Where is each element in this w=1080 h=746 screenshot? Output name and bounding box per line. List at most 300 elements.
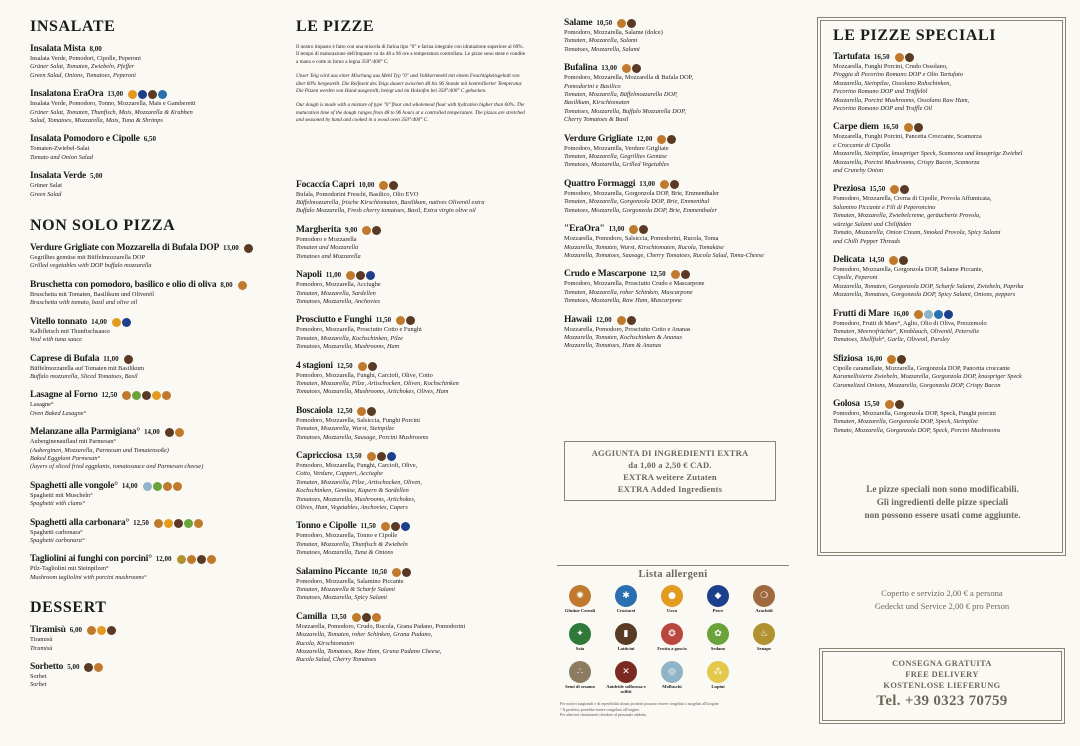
latticini-allergen-icon	[670, 180, 679, 189]
menu-item-desc: Tomatoes, Mozzarella, Mushrooms, Ham	[296, 343, 400, 351]
menu-item-price: 12,50	[133, 518, 149, 527]
gluten-allergen-icon	[372, 613, 381, 622]
allergen-label: Frutta a guscio	[657, 646, 687, 651]
menu-item-header	[30, 427, 268, 438]
menu-item-desc: Tomatoes, Mozzarella, Salami	[564, 45, 640, 53]
gluten-allergen-icon	[657, 135, 666, 144]
menu-item	[564, 315, 794, 351]
menu-item-name: Napoli	[296, 270, 322, 281]
menu-item-desc: Insalata Verde, Pomodoro, Tonno, Mozzarella, Mais e Gamberetti	[30, 100, 196, 108]
sedano-allergen-icon	[184, 519, 193, 528]
latticini-allergen-icon	[681, 270, 690, 279]
frutta-icon: ❂	[661, 623, 683, 645]
latticini-allergen-icon	[899, 256, 908, 265]
column-pizze	[296, 0, 526, 674]
menu-item-price: 10,00	[358, 180, 375, 189]
pesce-allergen-icon	[944, 310, 953, 319]
menu-item-desc: Green Salad	[30, 190, 62, 198]
gluten-allergen-icon	[346, 271, 355, 280]
menu-item-header	[833, 255, 1055, 266]
allergen-label: Arachidi	[755, 608, 773, 613]
menu-item-desc: Salad, Tomatoes, Mozzarella, Mais, Tuna & Shrimps	[30, 117, 163, 125]
menu-item-header	[30, 481, 268, 492]
phone-number[interactable]: Tel. +39 0323 70759	[876, 693, 1008, 709]
menu-item-desc: Tomaten, Mozzarella, Pilze, Artischocken, Oliven, Kochschinken	[296, 379, 459, 387]
menu-item-header	[296, 180, 526, 191]
menu-item	[296, 270, 526, 306]
menu-item-name: Delicata	[833, 254, 865, 265]
nonsolo-list	[30, 243, 268, 582]
menu-item	[296, 451, 526, 512]
gluten-allergen-icon	[175, 428, 184, 437]
menu-item-name: Sorbetto	[30, 662, 64, 672]
menu-item-price: 13,00	[601, 64, 617, 73]
menu-item-name: Verdure Grigliate con Mozzarella di Bufala DOP	[30, 243, 220, 254]
menu-item-desc: Tomaten, Mozzarella, Pilze, Artischocken, Oliven,	[296, 478, 422, 486]
latticini-allergen-icon	[627, 316, 636, 325]
menu-item-header	[296, 567, 526, 578]
menu-item-price: 11,00	[325, 271, 342, 280]
allergen-note-2: ° Il prodotto potrebbe essere congelato all'origine.	[560, 706, 640, 712]
specials-note-2: Gli ingredienti delle pizze speciali	[876, 497, 1009, 507]
menu-item	[833, 354, 1055, 390]
allergen-lupini	[695, 661, 741, 699]
menu-item-desc: Mozzarella, Tomatoes, Ham & Ananas	[564, 342, 662, 350]
menu-item	[833, 309, 1055, 345]
pesce-allergen-icon	[138, 90, 147, 99]
gluten-allergen-icon	[352, 613, 361, 622]
menu-item-desc: Pomodoro, Mozzarella, Prosciutto Crudo e Mascarpone	[564, 280, 705, 288]
menu-item-name: Prosciutto e Funghi	[296, 315, 372, 326]
menu-item-desc: Spaghetti carbonara°	[30, 536, 85, 544]
menu-item-desc: Mozzarella, Steinpilze, knuspriger Speck, Scamorza und knusprige Zwiebel	[833, 150, 1023, 158]
gluten-allergen-icon	[187, 555, 196, 564]
dessert-title: DESSERT	[30, 599, 107, 617]
allergen-molluschi	[649, 661, 695, 699]
senape-allergen-icon	[177, 555, 186, 564]
crustacei-icon: ✱	[615, 585, 637, 607]
menu-item-desc: Tomatoes, Mozzarella, Anchovies	[296, 297, 381, 305]
menu-item-name: Salame	[564, 18, 593, 28]
menu-item-desc: Cherry Tomatoes & Basil	[564, 116, 629, 124]
menu-item-price: 8,00	[220, 280, 233, 289]
menu-item-desc: Insalata Verde, Pomodori, Cipolle, Peperoni	[30, 55, 141, 62]
specials-inner	[833, 27, 1055, 444]
menu-item-header	[564, 179, 794, 190]
sedano-icon: ✿	[707, 623, 729, 645]
menu-item-desc: Tomatoes, Shellfish°, Garlic, Oliveoil, Parsley	[833, 336, 950, 344]
menu-item	[833, 184, 1055, 245]
menu-item-desc: Pomodoro, Mozzarella, Salamino Piccante	[296, 577, 404, 585]
menu-item-desc: Tomaten, Mozzarella, Gegrilltes Gemüse	[564, 153, 667, 161]
allergen-icons	[904, 123, 923, 132]
menu-item-desc: Pomodoro, Mozzarella, Salsiccia, Funghi Porcini	[296, 416, 420, 424]
menu-item-desc: Pomodoro, Mozzarella, Crema di Cipolle, Provola Affumicata,	[833, 195, 992, 203]
menu-item-header	[564, 18, 794, 29]
menu-item-desc: Mozzarella, Tomaten, Kochschinken & Ananas	[564, 333, 683, 341]
menu-item-desc: Tomaten, Mozzarella, Sardellen	[296, 289, 376, 297]
allergen-note-1: Per motivi stagionali e di reperibilità alcuni prodotti possono essere congelati o surgelati all'origine.	[560, 701, 720, 706]
menu-item	[296, 567, 526, 603]
menu-item-price: 12,00	[595, 315, 612, 324]
menu-item-desc: Veal with tuna sauce	[30, 336, 82, 344]
allergen-grid	[557, 585, 789, 699]
menu-item-desc: Pomodoro, Mozzarella, Funghi, Carciofi, Olive, Cotto	[296, 371, 433, 379]
menu-item-price: 13,50	[330, 612, 347, 621]
delivery-box	[822, 651, 1062, 721]
allergen-icons	[346, 271, 375, 280]
allergen-icons	[154, 519, 203, 528]
latticini-allergen-icon	[905, 53, 914, 62]
menu-item-desc: (Auberginen, Mozzarella, Parmesan und Tomatensoße)	[30, 446, 169, 454]
allergen-icons	[165, 428, 184, 437]
menu-item	[30, 134, 268, 162]
allergen-icons	[392, 568, 411, 577]
menu-item-price: 6,00	[69, 626, 82, 635]
pizze-title: LE PIZZE	[296, 18, 375, 35]
allergen-latticini	[603, 623, 649, 661]
menu-item-desc: Spaghetti with clams°	[30, 500, 85, 508]
specials-note-3: non possono essere usati come aggiunte.	[864, 510, 1021, 520]
menu-item-desc: Mozzarella, Funghi Porcini, Pancetta Croccante, Scamorza	[833, 133, 982, 141]
allergen-label: Lupini	[711, 684, 725, 689]
menu-item-price: 14,00	[143, 428, 160, 437]
sesamo-icon: ∴	[569, 661, 591, 683]
allergen-label: Latticini	[617, 646, 635, 651]
allergen-icons	[895, 53, 914, 62]
gluten-allergen-icon	[890, 185, 899, 194]
menu-item-name: Caprese di Bufala	[30, 353, 100, 364]
menu-item-header	[296, 521, 526, 532]
menu-item-desc: Bruschetta with tomato, basil and olive oil	[30, 299, 138, 307]
allergen-icons	[617, 19, 636, 28]
menu-item-header	[30, 89, 268, 100]
gluten-allergen-icon	[379, 181, 388, 190]
menu-item-price: 10,50	[596, 19, 613, 27]
allergen-icons	[889, 256, 908, 265]
menu-item-desc: Grüner Salat, Tomaten, Zwiebeln, Pfeffer	[30, 63, 135, 71]
latticini-allergen-icon	[165, 428, 174, 437]
menu-item-header	[564, 224, 794, 235]
menu-item-desc: Tomatoes, Mozzarella, Mushrooms, Artichokes, Olives, Ham	[296, 388, 449, 396]
allergen-icons	[362, 226, 381, 235]
menu-item-desc: Spaghetti mit Muscheln°	[30, 491, 93, 499]
menu-item-desc: Tomato, Mozzarella, Gorgonzola DOP, Speck, Porcini Mushrooms	[833, 426, 1001, 434]
allergen-icons	[887, 355, 906, 364]
menu-item-header	[296, 361, 526, 372]
molluschi-allergen-icon	[924, 310, 933, 319]
menu-item-desc: Tomaten, Mozzarella, Zwiebelcreme, geräucherte Provola,	[833, 212, 981, 220]
gluten-allergen-icon	[94, 663, 103, 672]
allergen-icons	[629, 225, 648, 234]
menu-item	[30, 662, 268, 690]
speciali-list	[833, 52, 1055, 435]
allergen-soia	[557, 623, 603, 661]
menu-item	[833, 122, 1055, 175]
specials-note	[821, 483, 1064, 522]
menu-item-desc: Pomodoro, Mozzarella, Tonno e Cipolle	[296, 532, 398, 540]
menu-item-desc: Tiramisù	[30, 636, 53, 644]
menu-item-header	[30, 171, 268, 182]
menu-item-header	[296, 315, 526, 326]
menu-item-desc: Rucola, Kirschtomaten	[296, 639, 355, 647]
menu-item-desc: Green Salad, Onions, Tomatoes, Peperoni	[30, 71, 136, 79]
delivery-line-1: CONSEGNA GRATUITA	[892, 659, 992, 668]
gluten-allergen-icon	[895, 53, 904, 62]
menu-item-desc: Pomodoro, Mozzarella, Verdure Grigliate	[564, 144, 669, 152]
menu-item-desc: Pioggia di Pecorino Romano DOP e Olio Tartufato	[833, 71, 963, 79]
menu-item-price: 15,50	[869, 185, 886, 194]
menu-item-desc: Pilz-Tagliolini mit Steinpilzen°	[30, 565, 109, 573]
crustacei-allergen-icon	[934, 310, 943, 319]
menu-item-price: 12,50	[101, 391, 118, 400]
menu-item-header	[564, 315, 794, 326]
latticini-allergen-icon	[895, 400, 904, 409]
menu-item-desc: Mozzarella, Pomodoro, Salsiccia, Pomodorini, Rucola, Toma	[564, 235, 719, 243]
uova-icon: ●	[661, 585, 683, 607]
gluten-allergen-icon	[154, 519, 163, 528]
menu-item-desc: Tomaten, Mozzarella, Kochschinken, Pilze	[296, 334, 403, 342]
menu-item-price: 11,00	[103, 354, 119, 363]
allergen-icons	[671, 270, 690, 279]
menu-item-header	[30, 390, 268, 401]
allergen-label: Crostacei	[616, 608, 636, 613]
pesce-allergen-icon	[387, 452, 396, 461]
menu-item-desc: Buffalo mozzarella, Sliced Tomatoes, Basil	[30, 372, 138, 380]
menu-item-desc: Tomatoes, Mozzarella, Gorgonzola DOP, Brie, Emmenthaler	[564, 206, 717, 214]
menu-item-desc: Mozzarella, Tomatoes, Gorgonzola DOP, Spicy Salami, Onions, peppers	[833, 291, 1016, 299]
menu-item-desc: Spaghetti carbonara°	[30, 528, 83, 536]
gluten-allergen-icon	[392, 568, 401, 577]
gluten-allergen-icon	[207, 555, 216, 564]
soia-icon: ✦	[569, 623, 591, 645]
menu-item	[30, 554, 268, 582]
menu-item-name: Spaghetti alla carbonara°	[30, 517, 130, 528]
menu-item-desc: Mozzarella, Tomaten, Wurst, Kirschtomaten, Rucola, Tomakäse	[564, 243, 724, 251]
menu-item-desc: Pomodoro, Mozzarella, Mozzarella di Bufala DOP,	[564, 74, 694, 82]
menu-item-name: Tonno e Cipolle	[296, 521, 357, 532]
menu-item-desc: Mozzarella, Porcini Mushrooms, Ossolano Raw Ham,	[833, 96, 970, 104]
arachidi-icon: ❍	[753, 585, 775, 607]
menu-item	[564, 134, 794, 170]
allergen-icons	[177, 555, 216, 564]
gluten-allergen-icon	[617, 19, 626, 28]
coperto-line-2: Gedeckt und Service 2,00 € pro Person	[874, 601, 1010, 611]
menu-item-desc: Tomato and Onion Salad	[30, 153, 93, 161]
gluten-allergen-icon	[122, 391, 131, 400]
extra-line-3: EXTRA weitere Zutaten	[623, 472, 717, 482]
uova-allergen-icon	[112, 318, 121, 327]
latticini-allergen-icon	[391, 522, 400, 531]
menu-item	[833, 255, 1055, 300]
menu-item-name: Boscaiola	[296, 405, 333, 416]
menu-item-price: 12,50	[336, 406, 353, 415]
menu-item-desc: Pomodoro, Mozzarella, Salame (dolce)	[564, 29, 663, 36]
menu-item-header	[564, 269, 794, 280]
allergen-icons	[358, 362, 377, 371]
menu-item-desc: Sorbet	[30, 681, 47, 689]
menu-item	[564, 179, 794, 215]
dessert-list	[30, 625, 268, 690]
allergen-sesamo	[557, 661, 603, 699]
allergen-icons	[381, 522, 410, 531]
uova-allergen-icon	[128, 90, 137, 99]
pesce-allergen-icon	[366, 271, 375, 280]
menu-item-desc: Pecorino Romano DOP and Truffle Oil	[833, 105, 933, 113]
allergen-icons	[128, 90, 167, 99]
menu-item-name: Insalata Mista	[30, 44, 86, 54]
menu-item-desc: Grilled vegetables with DOP buffalo mozzarella	[30, 262, 152, 270]
latticini-allergen-icon	[402, 568, 411, 577]
menu-item-desc: Pomodoro, Mozzarella, Gorgonzola DOP, Speck, Funghi porcini	[833, 409, 996, 417]
allergen-icons	[617, 316, 636, 325]
menu-item-desc: Pomodorini e Basilico	[564, 82, 621, 90]
menu-item	[30, 518, 268, 546]
menu-item-desc: Pomodoro, Mozzarella, Acciughe	[296, 281, 381, 289]
allergen-icons	[238, 281, 247, 290]
menu-item-desc: Tomatoes, Mozzarella, Raw Ham, Mascarpone	[564, 297, 682, 305]
menu-item-header	[833, 122, 1055, 133]
menu-item-header	[564, 63, 794, 74]
menu-item-header	[296, 451, 526, 462]
menu-item-desc: Grüner Salat	[30, 182, 62, 190]
allergen-icons	[244, 244, 253, 253]
menu-item-desc: Tomaten, Mozzarella, Gorgonzola DOP, Speck, Steinpilze	[833, 418, 978, 426]
latticini-allergen-icon	[362, 613, 371, 622]
menu-item-price: 16,50	[873, 53, 890, 61]
coperto-line-1: Coperto e servizio 2,00 € a persona	[881, 588, 1003, 598]
latticini-allergen-icon	[639, 225, 648, 234]
menu-item-header	[30, 354, 268, 365]
menu-item	[564, 224, 794, 260]
menu-item-desc: Mozzarella, Tomaten, roher Schinken, Grana Padano,	[296, 631, 433, 639]
menu-item-header	[564, 134, 794, 145]
extra-line-4: EXTRA Added Ingredients	[617, 484, 723, 494]
allergen-pesce	[695, 585, 741, 623]
uova-allergen-icon	[97, 626, 106, 635]
menu-item-desc: Büffelmozzarella auf Tomaten mit Basilikum	[30, 364, 145, 372]
latticini-allergen-icon	[244, 244, 253, 253]
allergen-crustacei	[603, 585, 649, 623]
sedano-allergen-icon	[153, 482, 162, 491]
uova-allergen-icon	[164, 519, 173, 528]
extra-line-2: da 1,00 a 2,50 € CAD.	[628, 460, 712, 470]
allergen-sedano	[695, 623, 741, 661]
menu-item-header	[30, 317, 268, 328]
menu-item-name: Tartufata	[833, 52, 870, 62]
menu-item-header	[30, 134, 268, 145]
menu-item-desc: Tomatoes, Mozzarella, Spicy Salami	[296, 594, 388, 602]
menu-item-price: 6,50	[143, 135, 156, 144]
menu-item-desc: Mushroom tagliolini with porcini mushrooms°	[30, 573, 147, 581]
allergen-senape	[741, 623, 787, 661]
gluten-allergen-icon	[367, 452, 376, 461]
menu-item	[296, 406, 526, 442]
menu-item-desc: Caramelized Onions, Mozzarella, Gorgonzola DOP, Crispy Bacon	[833, 381, 1001, 389]
menu-item-header	[30, 518, 268, 529]
coperto-info	[820, 587, 1064, 613]
menu-item-desc: Tomaten-Zwiebel-Salat	[30, 145, 90, 153]
latticini-allergen-icon	[197, 555, 206, 564]
menu-item-desc: Tomaten und Mozzarella	[296, 244, 359, 252]
menu-item-header	[296, 406, 526, 417]
insalate-list	[30, 44, 268, 199]
allergen-icons	[352, 613, 381, 622]
menu-item-desc: Pomodoro, Mozzarella, Gorgonzola DOP, Brie, Emmenthaler	[564, 189, 719, 197]
menu-item-desc: Tomato, Mozzarella, Onion Cream, Smoked Provola, Spicy Salami	[833, 229, 1001, 237]
extra-ingredients-box	[564, 441, 776, 501]
menu-item	[296, 361, 526, 397]
specials-note-1: Le pizze speciali non sono modificabili.	[866, 484, 1019, 494]
menu-item-desc: Tiramisù	[30, 644, 53, 652]
latticini-allergen-icon	[389, 181, 398, 190]
menu-item-name: Camilla	[296, 611, 327, 622]
menu-item-header	[833, 354, 1055, 365]
allergen-icons	[357, 407, 376, 416]
extra-line-1: AGGIUNTA DI INGREDIENTI EXTRA	[591, 448, 749, 458]
anidride-icon: ✕	[615, 661, 637, 683]
menu-item-name: Quattro Formaggi	[564, 178, 636, 189]
allergen-uova	[649, 585, 695, 623]
menu-item-name: Hawaii	[564, 314, 592, 325]
menu-item	[833, 399, 1055, 435]
gluten-allergen-icon	[914, 310, 923, 319]
molluschi-allergen-icon	[143, 482, 152, 491]
latticini-allergen-icon	[627, 19, 636, 28]
latticini-allergen-icon	[368, 362, 377, 371]
allergen-anidride	[603, 661, 649, 699]
menu-item-header	[30, 554, 268, 565]
gluten-allergen-icon	[362, 226, 371, 235]
menu-item-header	[833, 184, 1055, 195]
menu-item-desc: Cipolle caramellate, Mozzarella, Gorgonzola DOP, Pancetta croccante	[833, 364, 1010, 372]
specials-frame	[820, 20, 1063, 553]
allergen-title: Lista allergeni	[638, 569, 708, 580]
menu-item-name: Verdure Grigliate	[564, 133, 633, 144]
menu-item	[30, 243, 268, 271]
menu-item	[30, 317, 268, 345]
menu-item-price: 13,00	[639, 179, 656, 188]
menu-item-desc: Tomatoes, Mozzarella, Tuna & Onions	[296, 549, 394, 557]
menu-item-desc: Kalbfleisch mit Thunfischsauce	[30, 327, 110, 335]
menu-item	[30, 89, 268, 125]
menu-item-desc: Mozzarella, Funghi Porcini, Crudo Ossolano,	[833, 63, 948, 70]
menu-item-desc: Oven Baked Lasagne°	[30, 409, 87, 417]
allergen-label: Pesce	[712, 608, 724, 613]
sedano-allergen-icon	[132, 391, 141, 400]
menu-item-price: 5,00	[67, 663, 80, 671]
allergen-icons	[885, 400, 904, 409]
menu-item	[833, 52, 1055, 113]
gluten-allergen-icon	[904, 123, 913, 132]
allergen-icons	[143, 482, 182, 491]
menu-item-price: 16,50	[882, 123, 899, 132]
menu-item-desc: Tomaten, Mozzarella, Salami	[564, 37, 638, 45]
allergen-label: Sedano	[710, 646, 726, 651]
menu-item-price: 10,50	[371, 567, 388, 576]
allergen-label: Anidride solforosa e solfiti	[606, 684, 646, 694]
menu-item-name: Carpe diem	[833, 122, 879, 133]
menu-item-price: 13,00	[107, 90, 124, 99]
menu-item-desc: Grüner Salat, Tomaten, Thunfisch, Mais, Mozzarella & Krabben	[30, 108, 193, 116]
menu-item-desc: Rucola Salad, Cherry Tomatoes	[296, 656, 377, 664]
menu-item-desc: Tomaten, Mozzarella, roher Schinken, Mascarpone	[564, 288, 693, 296]
gluten-allergen-icon	[357, 407, 366, 416]
allergen-frutta	[649, 623, 695, 661]
menu-item-price: 11,50	[375, 316, 392, 325]
menu-item-header	[30, 44, 268, 55]
menu-item	[296, 612, 526, 665]
